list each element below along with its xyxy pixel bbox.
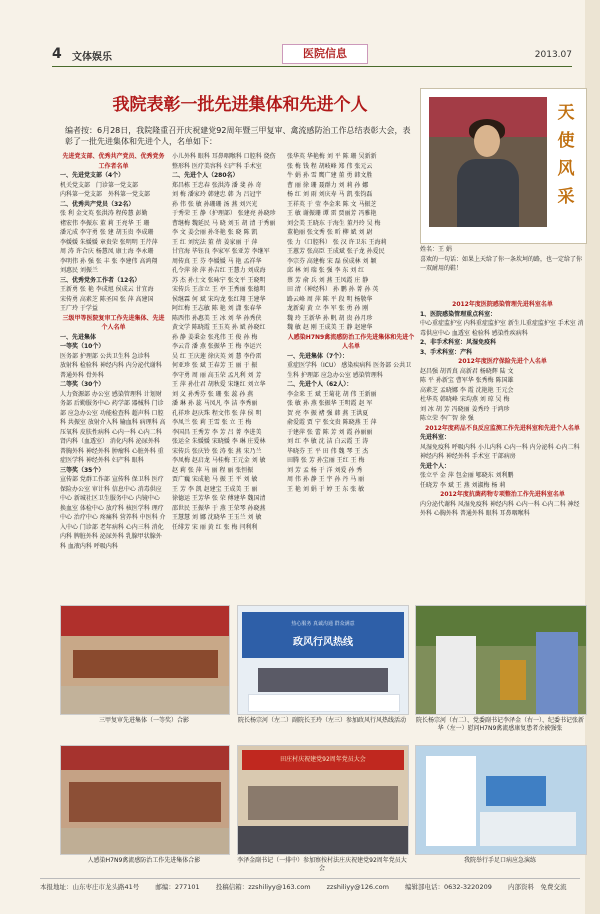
panel-people	[258, 668, 388, 692]
party-banner-text: 田庄村庆祝建党92周年党员大会	[280, 756, 366, 763]
list-item: 张 利 金文英 张洪涛 程传慧 彭勤	[60, 210, 148, 217]
nurse-portrait-photo	[429, 97, 547, 227]
list-item: 于秀荣 王 静（护理部） 张建亮 孙晓珍	[172, 210, 276, 217]
list-subheading: 二、优秀共产党员（32名）	[60, 200, 135, 208]
list-item: 毕晓芬 王 平 田 伟 魏 琴 王 杰	[287, 447, 369, 455]
caption-emergency-drill: 我院举行手足口病应急演练	[463, 857, 536, 864]
photo-party-meeting	[237, 745, 409, 855]
list-subheading: 3、手术科室：产科	[420, 348, 473, 356]
list-subheading: 一等奖（10个）	[60, 343, 105, 350]
patient-bed	[480, 812, 576, 846]
person-white-shirt	[436, 636, 476, 714]
list-item: 李媛媛 朱媛媛 章贵荣 张明明 王芹萍	[60, 238, 158, 246]
list-item: 何亚珍 张 斌 王春芳 王 丽 于 振	[172, 362, 258, 369]
list-item: 潘元成 李守勇 张 建 胡玉贵 李成珊	[60, 229, 154, 236]
list-subheading: 1、医院感染管理重点科室：	[420, 310, 497, 318]
list-item: 杜华英 韩晓峰 宋均燕 刘 琼 吴 梅	[420, 396, 510, 403]
list-subheading: 二、先进个人（280名）	[172, 172, 239, 179]
list-subheading: 二等奖（30个）	[60, 381, 105, 388]
list-item: 褚宏伟 李振东 董 莉 王亮华 王 珊	[60, 219, 150, 227]
column-4	[420, 300, 585, 595]
footer-note: 内部资料 免费交流	[507, 883, 567, 891]
group-row	[73, 650, 218, 678]
list-item: 阿红梅 王志敏 陈 艳 刘 潇 张春华	[172, 305, 262, 312]
list-item: 孔祥珍 赵庆珠 程文伟 张 萍 侯 明	[172, 409, 262, 417]
list-item: 放射科 检验科 神经内科 内分泌代谢科	[60, 362, 162, 369]
list-item: 孙 伟 张 敏 孙珊珊 汤 燕 刘兴光	[172, 200, 258, 208]
list-item: 徐德运 王芳华 张 荣 傅建华 魏国清	[172, 495, 266, 502]
article-lede: 编者按：6月28日，我院隆重召开庆祝建党92周年暨三甲复审、禽流感防治工作总结表彰大会，表彰了一批先进集体和先进个人，名单如下：	[65, 126, 411, 146]
footer-address: 本报地址：山东枣庄市龙头路41号	[40, 883, 140, 891]
list-heading: 人感染H7N9禽流感防治工作先进集体和先进个人名单	[287, 333, 415, 350]
list-item: 王蕙芳 张高臣 王成斌 张子龙 孙爱民	[287, 248, 385, 255]
list-item: 侯继霖 何 斌 宋均龙 张红翔 王建华	[172, 295, 266, 303]
list-item: 李凤梅 赵启龙 马桂梅 王元金 刘 敏	[172, 457, 266, 464]
page-edge-tab	[585, 0, 600, 914]
list-subheading: 一、先进集体	[60, 333, 97, 341]
list-item: 邱 林 刘 瑞 张 强 李 东 刘 红	[287, 267, 365, 274]
list-item: 王 艳 刘 娟 于 婷 王 东 张 敏	[287, 485, 365, 493]
list-item: 陈西伟 孙惠美 王 冰 刘 华 孙秀侠	[172, 314, 262, 322]
list-item: 董艳丽 张文秀 张 昕 柳 斌 刘 尉	[287, 229, 373, 236]
list-item: 张立平 金 萍 包金丽 郇晓东 刘利鹏	[420, 472, 514, 479]
list-item: 李守勇 周 丽 高玉荣 孟凡利 刘 芳	[172, 371, 262, 379]
list-subheading: 先进科室：	[420, 434, 451, 441]
list-item: 刘 冰 胡 芳 冯晓丽 姜秀玲 于鸿珍	[420, 405, 510, 413]
list-item: 刘惠民 刘振兰	[60, 267, 98, 274]
group-row	[69, 782, 221, 822]
nurse-white-coat	[426, 756, 476, 846]
backdrop-slogan: 热心服务 真诚沟通 群众满意	[291, 621, 355, 627]
list-item: 周 伟 孙 静 王 宇 孙 丹 马 丽	[287, 476, 365, 483]
list-subheading: 一、先进党支部（4个）	[60, 172, 125, 179]
list-heading: 2012年度医疗保险先进个人名单	[458, 358, 547, 365]
list-item: 俞爱霞 贾 宁 张文贵 陈晓燕 王 萍	[287, 419, 377, 426]
list-item: 李国昌 王秀芳 李 芳 吕 菁 李进美	[172, 428, 262, 436]
list-item: 宣传部 党群工作部 宣传科 保卫科 医疗保险办公室 审计科 信息中心 消毒供应中心 新城社区卫生服务中心 内镜中心 换血室 体检中心 放疗科 核医学科 理疗中心 治疗中心 疼痛科 营养科 中医科 介入中心 门诊部 老年病科 心内三科 消化内科 脾脏外科 泌尿外科 乳腺甲状腺外科 血液内科 呼吸内科	[60, 476, 166, 550]
list-item: 普通外科 骨外科	[60, 371, 104, 379]
list-item: 赵 莉 张 萍 马 丽 程 丽 张恒振	[172, 466, 254, 474]
list-item: 田腾 张 芳 孙宝丽 王红 王 梅	[287, 457, 365, 464]
list-item: 任绯芳 宋 丽 黄 红 张 梅 闫利利	[172, 523, 258, 531]
list-heading: 2012年度药品不良反应监测工作先进科室和先进个人名单	[425, 424, 580, 432]
list-subheading: 三、优秀党务工作者（12名）	[60, 276, 141, 284]
list-item: 王新勇 张 艳 李成旭 侯成云 甘宜海	[60, 286, 154, 293]
list-item: 张 梅 钱 程 胡岐峰 郑 伟 张元云	[287, 162, 373, 170]
list-item: 宋传勇 高素芝 陈圣国 张 萍 高建国	[60, 295, 154, 303]
portrait-body	[457, 159, 519, 227]
list-item: 苏 杰 孙士文 张咏宁 张文平 王晓明	[172, 276, 266, 284]
list-item: 张华英 华艳梅 刘 平 陈 珊 吴新新	[287, 153, 377, 160]
list-item: 王祥英 于 莹 李金来 陈 文 马振芝	[287, 200, 377, 208]
list-item: 蔡 芳 俞 兵 刘 燕 王凤霞 庄 静	[287, 276, 369, 284]
list-item: 陈立荣 李广智 徐 强	[420, 415, 474, 422]
list-item: 贺 亮 李 振 褚 强 韩 燕 王洪夏	[287, 409, 369, 417]
list-item: 周 涛 许合庆 杨慧凤 康士海 李永珊	[60, 248, 154, 255]
list-item: 赵昌强 胡晋真 高新君 杨晓辉 陆 文	[420, 367, 514, 375]
list-heading: 2012年度医院感染管理先进科室名单	[452, 301, 553, 308]
portrait-face	[474, 125, 500, 157]
page-header	[52, 40, 572, 67]
list-heading: 2012年度抗菌药物专项整治工作先进科室名单	[440, 491, 565, 498]
photo-award-group-2	[60, 745, 230, 855]
list-item: 牛 娟 孙 雪 鹰广建 董 勇 韩文胜	[287, 172, 373, 179]
front-row	[238, 826, 408, 854]
panel-table	[248, 694, 400, 712]
list-item: 黄文学 陈晓霞 王玉英 孙 斌 孙晓红	[172, 324, 266, 331]
list-subheading: 先进个人：	[420, 462, 451, 470]
list-item: 刘 梅 潘家玲 韩建忠 韩 为 吕冠宇	[172, 191, 262, 198]
list-item: 王 敏 谢振珊 谭 雷 贾丽芳 冯雅艳	[287, 210, 377, 217]
list-item: 李云青 潘 燕 张振华 王 梅 李运兴	[172, 343, 262, 350]
list-item: 李金来 王 斌 王菊花 胡 伟 王新丽	[287, 390, 377, 398]
list-item: 吴 红 王庆莲 徐庆英 刘 慧 李伶雷	[172, 352, 262, 360]
red-banner	[61, 606, 229, 636]
list-item: 王 萍 孙仕君 胡秋爱 宋继红 刘立华	[172, 381, 266, 388]
page-footer	[40, 878, 580, 891]
list-item: 风湿免疫科 呼吸内科 小儿内科 心内一科 内分泌科 心内二科 神经内科 神经外科 手术室 干部病房	[420, 443, 580, 460]
list-item: 陈 平 孙新宝 曹军华 张秀梅 陈国雄	[420, 377, 514, 384]
list-item: 杨 红 刘 雨 刘庆寿 马 凯 张钧磊	[287, 191, 373, 198]
list-item: 高素芝 孟晓娜 李 霞 沈艳艳 王元会	[420, 386, 514, 394]
list-subheading: 三等奖（35个）	[60, 466, 105, 474]
angel-style-heading: 天使风采	[557, 103, 575, 207]
list-item: 刘 芳 孟 杨 于 洋 刘爱 孙 秀	[287, 466, 363, 474]
list-item: 于建萍 张 蕾 陈 芳 刘 霞 孙丽丽	[287, 428, 373, 436]
list-item: 曹继梅 魏延民 马 晓 刘玉 胡 清 于秀丽	[172, 219, 276, 227]
list-item: 曹 丽 徐 珊 聂群力 刘 莉 孙 娜	[287, 181, 369, 189]
masthead-logo: 医院信息	[282, 44, 368, 64]
footer-phone: 编辑部电话：0632-3220209	[405, 883, 492, 891]
list-item: 郑昌栋 王忠春 张洪涛 潘 斐 孙 奇	[172, 181, 262, 189]
list-item: 魏 玲 王新华 孙 帆 胡 贵 孙月珍	[287, 314, 373, 322]
list-item: 邵世民 王振华 于 燕 王荣琴 孙晓燕	[172, 504, 266, 512]
list-item: 重症医学科（ICU） 感染疾病科 医务部 公共卫生科 护理部 应急办公室 感染管理科	[287, 362, 412, 379]
list-item: 周传真 王 芬 李媛媛 马 艳 孟祥华	[172, 257, 262, 265]
list-item: 王 芳 李 凯 赵建宝 王成美 王 丽	[172, 485, 258, 493]
portrait-motto: 喜欢的一句话：如果上天给了你一条坎坷的路，也一定给了你一双耐用的鞋！	[420, 255, 583, 272]
list-item: 人力资源部 办公室 感染管理科 计划财务部 后勤服务中心 药学部 器械科 门诊部 应急办公室 功能检查科 超声科 口腔科 共振室 放射介入科 输血科 病理科 高压氧科 皮肤性病科 心内一科 心内二科 肾内科（血透室） 消化内科 泌尿外科 普胸外科 神经外科 肿瘤科 心脏外科 重症医学科 神经外科 妇产科 眼科	[60, 390, 166, 464]
photo-handshake	[415, 605, 587, 715]
article-title: 我院表彰一批先进集体和先进个人	[112, 95, 368, 115]
column-1	[60, 152, 167, 592]
list-item: 机关党支部 门诊第一党支部	[60, 181, 139, 189]
column-2	[172, 152, 280, 592]
footer-email-2: zzshiliyy@126.com	[326, 883, 389, 891]
list-item: 王 红 刘宪法 董 蓓 姜家丽 于 萍	[172, 238, 258, 246]
stage-floor	[61, 828, 229, 854]
list-subheading: 二、先进个人（62人）：	[287, 381, 353, 388]
list-item: 王广玲 于学益	[60, 305, 98, 312]
list-item: 中心重症监护室 内科重症监护室 新生儿重症监护室 手术室 消毒供应中心 血透室 检验科 感染性疾病科	[420, 320, 584, 337]
list-item: 内科第一党支部 外科第一党支部	[60, 191, 151, 198]
list-item: 任晓芳 李 斌 王 燕 刘淑梅 杨 莉	[420, 481, 506, 489]
list-item: 李 文 姜会丽 孙冬艳 张 晓 陈 凯	[172, 229, 258, 236]
list-item: 张 力（口腔科） 张 汉 许卫东 王海莉	[287, 238, 387, 246]
person-check-shirt	[536, 632, 578, 714]
list-item: 内分泌代谢科 风湿免疫科 神经内科 心内一科 心内二科 神经外科 心胸外科 普通外科 眼科 耳鼻咽喉科	[420, 500, 580, 517]
flower-bouquet	[500, 660, 526, 700]
list-item: 刘 红 李 敏 沈 洁 白云霞 王 涛	[287, 438, 369, 445]
list-item: 路云峰 周 萍 陈 平 段 明 杨敬华	[287, 295, 373, 303]
portrait-caption	[420, 245, 585, 274]
footer-postcode: 邮编：277101	[155, 883, 200, 891]
page-number: 4	[52, 46, 62, 62]
list-heading: 三级甲等医院复审工作先进集体、先进个人名单	[62, 314, 165, 331]
blue-gown	[486, 776, 546, 806]
list-item: 刘会美 王晓东 于海生 董丹玲 吴 梅	[287, 219, 381, 227]
backdrop-title: 政风行风热线	[293, 637, 353, 648]
list-item: 潘 琳 孙 蕊 马凤凡 李 洁 李秀丽	[172, 400, 258, 407]
list-item: 龙新菊 黄 立 李 军 张 勇 孙 刚	[287, 305, 369, 312]
list-item: 李宗芬 高建梅 宋 磊 侯成林 刘 颖	[287, 257, 377, 265]
caption-award-group-2: 人感染H7N9禽流感防治工作先进集体合影	[87, 857, 201, 864]
list-item: 张 敏 孙 燕 张振华 王明霞 赵 军	[287, 400, 373, 407]
list-item: 医务部 护理部 公共卫生科 急诊科	[60, 352, 150, 360]
list-item: 王慧慧 刘 娜 沈晓华 王玉兰 刘 敏	[172, 514, 262, 521]
list-item: 贾广巍 宋成艳 马 振 王 平 刘 敏	[172, 476, 258, 483]
list-item: 宋传兵 张庆铃 张 涛 张 燕 宋乃兰	[172, 447, 262, 455]
list-item: 张运全 朱媛媛 宋晓媛 李 琳 庄爱林	[172, 438, 266, 445]
portrait-name: 姓名：王 娟	[420, 246, 452, 253]
column-3	[287, 152, 415, 592]
list-item: 小儿外科 眼科 耳鼻咽喉科 口腔科 烧伤整形科 医疗美容科 妇产科 手术室	[172, 153, 276, 170]
list-item: 李明伟 孙 强 张 丰 张 李建伟 高鸿翔	[60, 257, 158, 265]
photo-anti-corruption	[237, 605, 409, 715]
list-item: 孙 静 姜秉金 张兆伟 王 俊 孙 梅	[172, 333, 258, 341]
footer-email-1: 投稿信箱：zzshiliyy@163.com	[215, 883, 311, 891]
red-curtain	[61, 746, 229, 770]
list-subheading: 2、非手术科室：风湿免疫科	[420, 339, 497, 346]
photo-award-group-1	[60, 605, 230, 715]
caption-handshake: 院长杨宗河（右二）、党委副书记李泽金（右一）、纪委书记张新华（左一）慰问H7N9禽流感康复患者余被强张	[415, 717, 584, 732]
list-item: 李凤兰 张 莉 王雪 张 立 王 梅	[172, 419, 252, 426]
list-item: 田 清（神经科） 孙 鹏 孙 菁 孙 英	[287, 286, 379, 293]
issue-date: 2013.07	[534, 50, 572, 60]
caption-anti-corruption: 院长杨宗河（左二）副院长王玲（左三）参加政风行风热线活动	[237, 717, 406, 724]
photo-emergency-drill	[415, 745, 587, 855]
caption-award-group-1: 三甲复审先进集体（一等奖）合影	[98, 717, 189, 724]
angel-portrait-box	[420, 88, 587, 244]
stage-floor	[61, 686, 229, 714]
list-item: 甘宜海 毕钰良 李家军 张亚芳 李继军	[172, 248, 270, 255]
seated-crowd	[248, 786, 398, 820]
list-item: 刘 义 孙秀芬 张 珊 张 蕊 孙 燕	[172, 390, 254, 398]
caption-party-meeting: 李泽金副书记（一排中）参加察按村法庄庆祝建党92周年党员大会	[237, 857, 407, 872]
list-item: 孔令萍 徐 萍 孙吉红 王慧力 刘成海	[172, 267, 266, 274]
list-item: 宋传兵 王彦立 王 亭 王秀丽 张德明	[172, 286, 266, 293]
section-name: 文体娱乐	[72, 52, 112, 63]
list-heading: 先进党支部、优秀共产党员、优秀党务工作者名单	[62, 153, 165, 170]
list-item: 魏 敏 赵 刚 王成美 王 静 赵建华	[287, 324, 373, 331]
list-subheading: 一、先进集体（7个）：	[287, 352, 349, 360]
